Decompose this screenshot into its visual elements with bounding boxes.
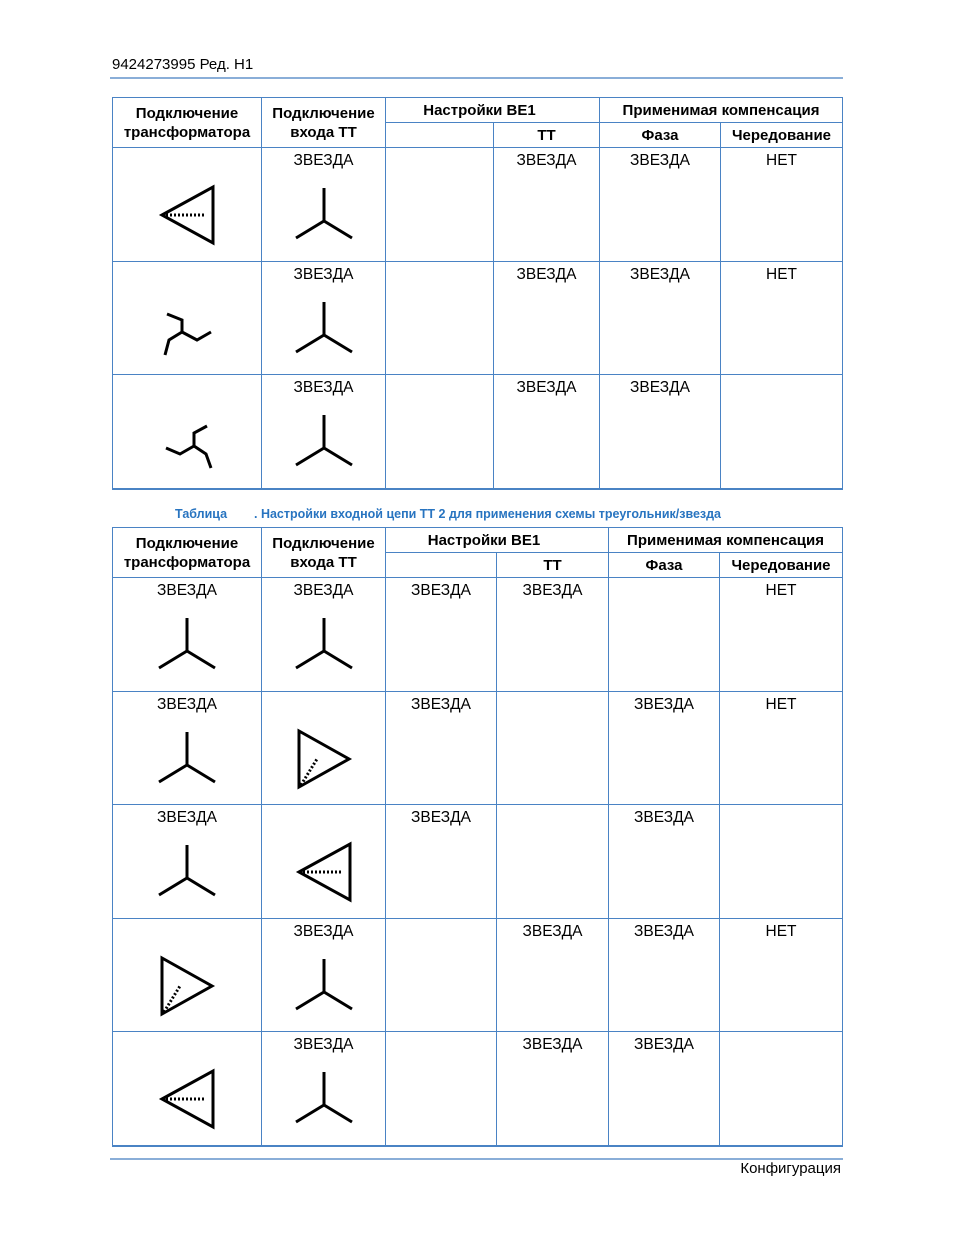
phase-cell [600, 261, 721, 375]
symbol-line [296, 448, 352, 465]
header-phase: Фаза [600, 123, 721, 148]
ct-value: ЗВЕЗДА [522, 1036, 583, 1054]
table-row [113, 375, 843, 489]
ct-value: ЗВЕЗДА [522, 582, 583, 599]
rotation-cell [720, 805, 843, 919]
header-be1-sub-blank [386, 553, 497, 578]
rotation-value: НЕТ [766, 265, 797, 283]
wye-connection-icon [289, 411, 359, 475]
rotation-cell [720, 691, 843, 805]
header-divider [110, 77, 843, 79]
header-rotation: Чередование [721, 123, 843, 148]
ct-input-connection-cell [262, 375, 386, 489]
be1-settings-cell [386, 261, 494, 375]
header-line: Подключение [272, 104, 375, 122]
ct-input-connection-cell [262, 918, 386, 1032]
rotation-cell [721, 375, 843, 489]
header-be1-sub-blank [386, 123, 494, 148]
symbol-line [296, 992, 352, 1009]
transformer-connection-cell [113, 1032, 262, 1146]
header-applicable-compensation: Применимая компенсация [609, 528, 843, 553]
phase-value: ЗВЕЗДА [630, 265, 690, 283]
ct-input-connection-cell [262, 261, 386, 375]
rotation-cell [720, 1032, 843, 1146]
header-ct-input-connection [262, 98, 386, 148]
zigzag-connection-icon [152, 411, 222, 475]
ct-input-settings-table-1 [112, 97, 843, 490]
rotation-cell [721, 148, 843, 262]
be1-settings-cell [386, 578, 497, 692]
table-row [113, 261, 843, 375]
be1-settings-cell [386, 148, 494, 262]
ct-input-connection-label: ЗВЕЗДА [293, 1036, 354, 1054]
header-line: входа ТТ [290, 553, 357, 571]
rotation-value: НЕТ [765, 582, 797, 599]
ct-input-connection-cell [262, 578, 386, 692]
phase-value: ЗВЕЗДА [634, 1036, 694, 1054]
phase-value: ЗВЕЗДА [634, 922, 694, 940]
symbol-line [166, 446, 194, 454]
wye-connection-icon [152, 728, 222, 792]
header-applicable-compensation: Применимая компенсация [600, 98, 843, 123]
ct-cell [497, 578, 609, 692]
zigzag-connection-icon [152, 298, 222, 362]
delta-connection-icon [152, 1068, 222, 1132]
phase-cell [609, 1032, 720, 1146]
be1-settings-cell [386, 375, 494, 489]
transformer-connection-cell [113, 261, 262, 375]
header-transformer-connection [113, 98, 262, 148]
symbol-line [296, 651, 352, 668]
be1-settings-cell [386, 691, 497, 805]
header-ct: ТТ [494, 123, 600, 148]
be1-settings-value: ЗВЕЗДА [411, 695, 471, 713]
symbol-line [165, 332, 182, 355]
header-phase: Фаза [609, 553, 720, 578]
table-row [113, 1032, 843, 1146]
ct-input-connection-cell [262, 691, 386, 805]
ct-cell [497, 691, 609, 805]
header-line: Подключение [272, 534, 375, 552]
be1-settings-value: ЗВЕЗДА [411, 582, 471, 599]
symbol-line [194, 426, 207, 446]
ct-input-connection-label: ЗВЕЗДА [293, 265, 354, 283]
ct-cell [497, 805, 609, 919]
transformer-connection-label: ЗВЕЗДА [157, 809, 217, 827]
phase-value: ЗВЕЗДА [630, 379, 690, 397]
table-row [113, 805, 843, 919]
ct-input-connection-cell [262, 148, 386, 262]
be1-settings-value: ЗВЕЗДА [411, 809, 471, 827]
wye-connection-icon [289, 1068, 359, 1132]
phase-cell [609, 691, 720, 805]
delta-connection-icon [152, 955, 222, 1019]
ct-input-connection-label: ЗВЕЗДА [293, 152, 354, 169]
rotation-value: НЕТ [765, 922, 797, 940]
be1-settings-cell [386, 918, 497, 1032]
header-transformer-connection [113, 528, 262, 578]
symbol-line [182, 332, 211, 340]
transformer-connection-cell [113, 918, 262, 1032]
transformer-connection-cell [113, 691, 262, 805]
wye-connection-icon [289, 614, 359, 678]
symbol-line [159, 878, 215, 895]
header-line: трансформатора [123, 553, 251, 571]
ct-value: ЗВЕЗДА [516, 265, 577, 283]
delta-connection-icon [152, 184, 222, 248]
phase-cell [600, 148, 721, 262]
table-caption-title: . Настройки входной цепи ТТ 2 для применения схемы треугольник/звезда [254, 507, 722, 521]
table-row [113, 918, 843, 1032]
phase-cell [609, 578, 720, 692]
table-row [113, 691, 843, 805]
header-line: входа ТТ [290, 123, 357, 141]
transformer-connection-label: ЗВЕЗДА [157, 582, 217, 599]
footer-section-title: Конфигурация [740, 1160, 841, 1177]
delta-connection-icon [289, 728, 359, 792]
wye-connection-icon [289, 955, 359, 1019]
rotation-cell [720, 578, 843, 692]
ct-cell [494, 148, 600, 262]
ct-input-connection-cell [262, 805, 386, 919]
ct-cell [497, 1032, 609, 1146]
wye-connection-icon [152, 614, 222, 678]
be1-settings-cell [386, 805, 497, 919]
ct-cell [494, 261, 600, 375]
transformer-connection-cell [113, 375, 262, 489]
symbol-line [194, 446, 211, 468]
header-line: Подключение [135, 104, 239, 122]
header-ct: ТТ [497, 553, 609, 578]
symbol-line [296, 221, 352, 238]
rotation-cell [721, 261, 843, 375]
phase-cell [609, 805, 720, 919]
header-rotation: Чередование [720, 553, 843, 578]
symbol-line [167, 314, 182, 332]
be1-settings-cell [386, 1032, 497, 1146]
header-line: Подключение [135, 534, 239, 552]
header-ct-input-connection [262, 528, 386, 578]
symbol-line [159, 651, 215, 668]
wye-connection-icon [152, 841, 222, 905]
ct-value: ЗВЕЗДА [516, 152, 577, 169]
ct-input-connection-label: ЗВЕЗДА [293, 582, 354, 599]
phase-cell [600, 375, 721, 489]
transformer-connection-cell [113, 578, 262, 692]
transformer-connection-label: ЗВЕЗДА [157, 695, 217, 713]
ct-cell [494, 375, 600, 489]
phase-cell [609, 918, 720, 1032]
ct-value: ЗВЕЗДА [522, 922, 583, 940]
rotation-value: НЕТ [765, 695, 797, 713]
wye-connection-icon [289, 184, 359, 248]
table-row [113, 578, 843, 692]
phase-value: ЗВЕЗДА [630, 152, 690, 169]
transformer-connection-cell [113, 148, 262, 262]
table-caption-label: Таблица [175, 507, 228, 521]
rotation-value: НЕТ [766, 152, 797, 169]
delta-connection-icon [289, 841, 359, 905]
symbol-line [159, 765, 215, 782]
rotation-cell [720, 918, 843, 1032]
header-be1-settings: Настройки BE1 [386, 98, 600, 123]
document-revision-id: 9424273995 Ред. H1 [112, 56, 254, 73]
phase-value: ЗВЕЗДА [634, 695, 694, 713]
wye-connection-icon [289, 298, 359, 362]
ct-input-connection-label: ЗВЕЗДА [293, 922, 354, 940]
ct-input-settings-table-2 [112, 527, 843, 1147]
transformer-connection-cell [113, 805, 262, 919]
symbol-line [296, 1105, 352, 1122]
ct-value: ЗВЕЗДА [516, 379, 577, 397]
table-row [113, 148, 843, 262]
phase-value: ЗВЕЗДА [634, 809, 694, 827]
header-line: трансформатора [123, 123, 251, 141]
ct-cell [497, 918, 609, 1032]
ct-input-connection-cell [262, 1032, 386, 1146]
ct-input-connection-label: ЗВЕЗДА [293, 379, 354, 397]
header-be1-settings: Настройки BE1 [386, 528, 609, 553]
symbol-line [296, 335, 352, 352]
footer-divider [110, 1158, 843, 1160]
